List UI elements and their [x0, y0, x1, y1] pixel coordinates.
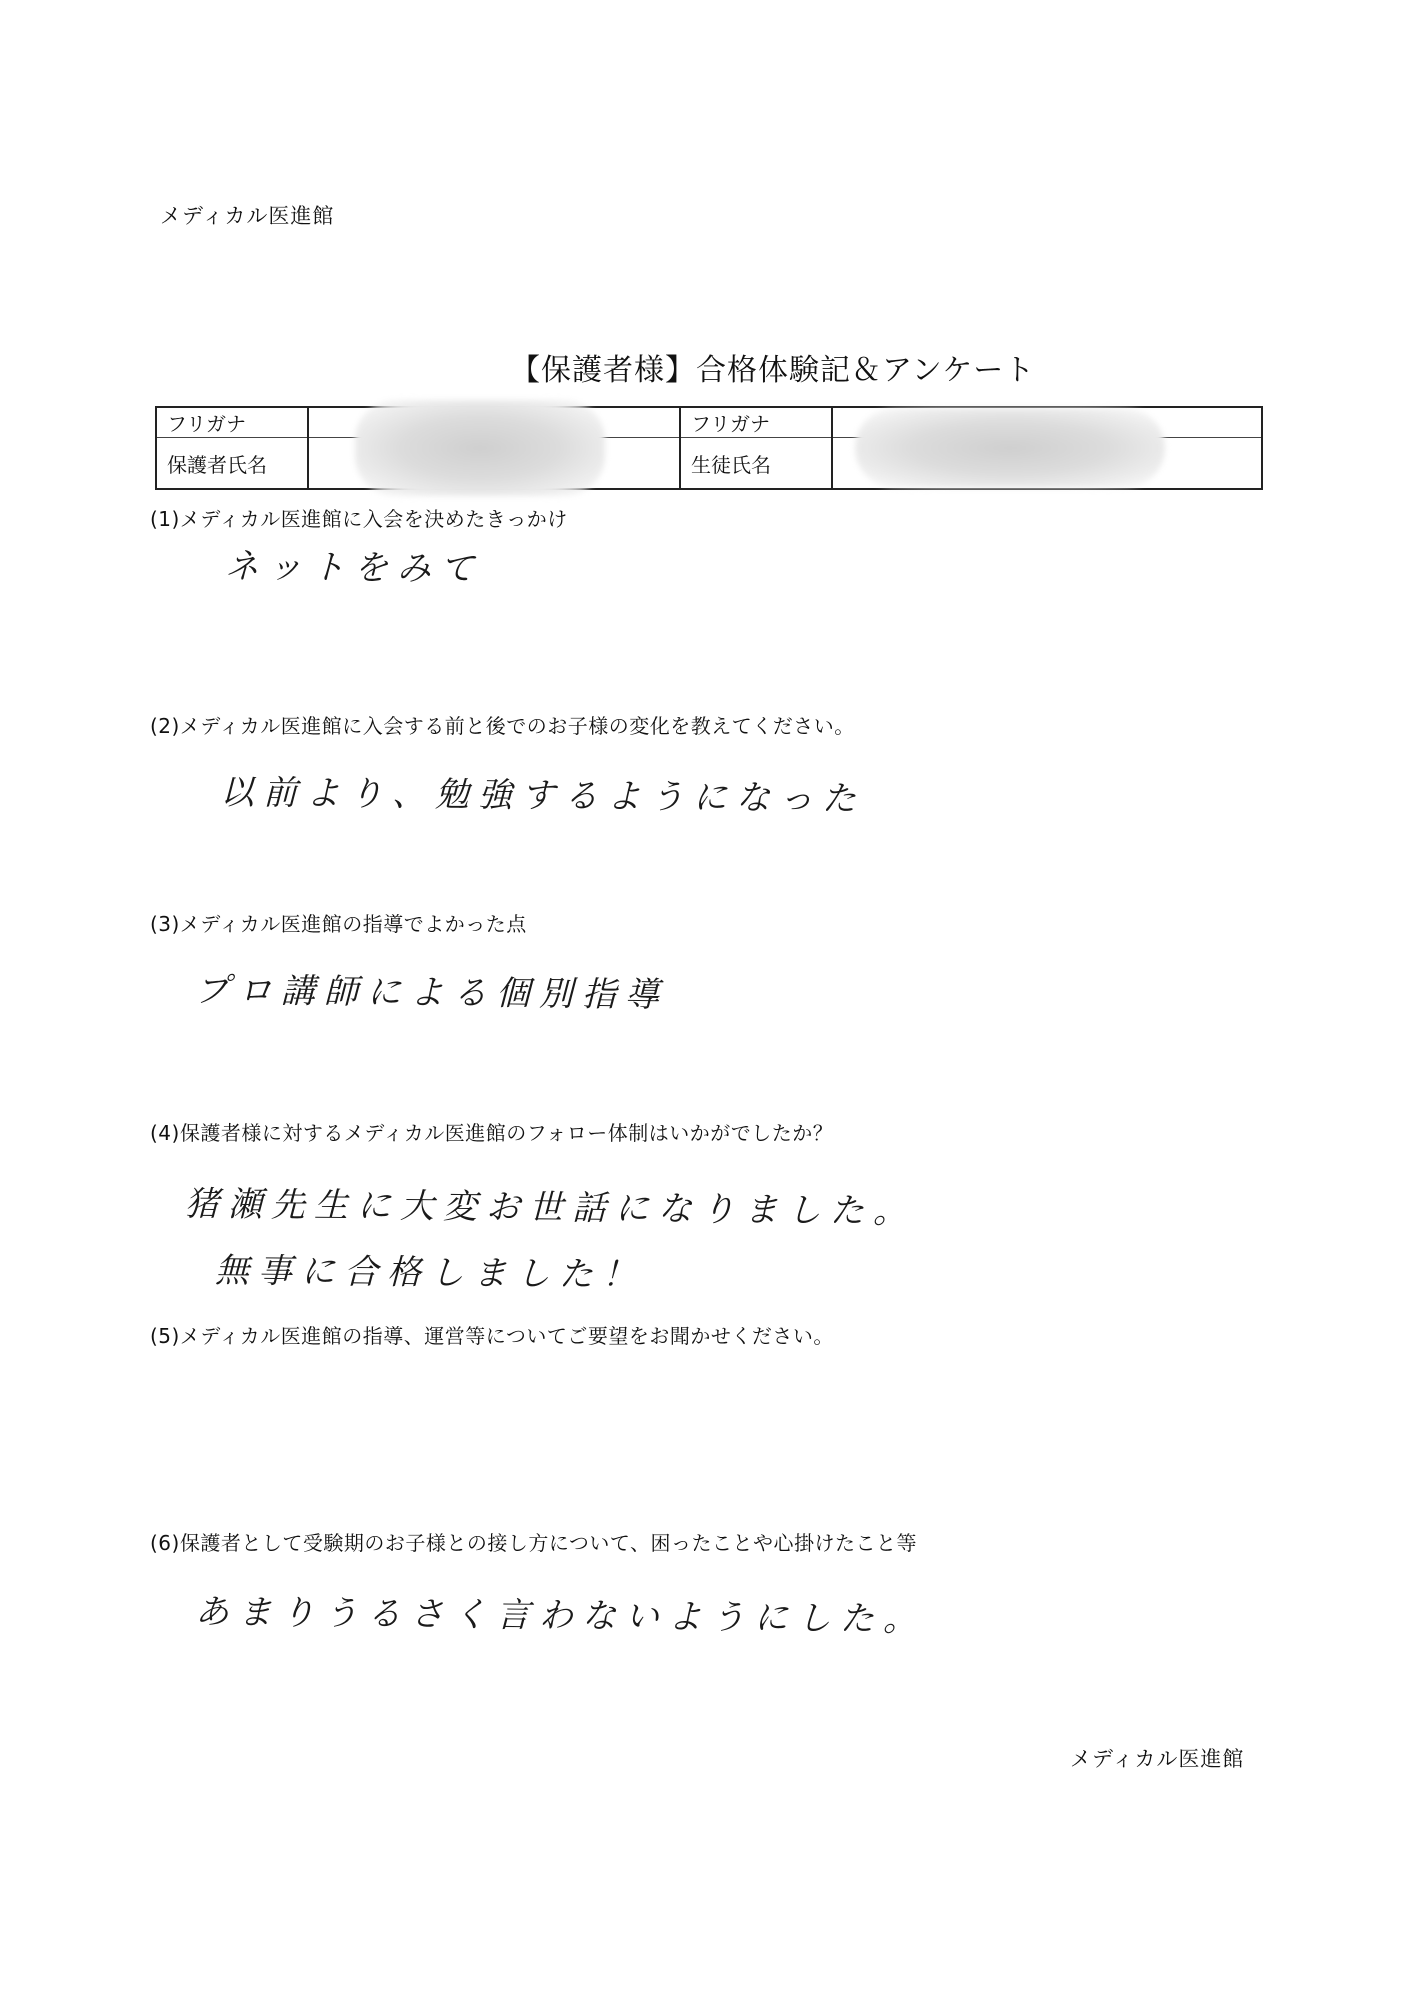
- question-5: (5)メディカル医進館の指導、運営等についてご要望をお聞かせください。: [150, 1324, 834, 1348]
- answer-4-line-1: 猪瀬先生に大変お世話になりました。: [184, 1184, 917, 1232]
- student-name-label: 生徒氏名: [680, 438, 832, 490]
- redacted-parent-name: [355, 400, 605, 496]
- parent-furigana-label: フリガナ: [156, 407, 308, 438]
- answer-4-line-2: 無事に合格しました！: [214, 1250, 646, 1296]
- question-4: (4)保護者様に対するメディカル医進館のフォロー体制はいかがでしたか？: [150, 1121, 834, 1145]
- answer-6-line-1: あまりうるさく言わないようにした。: [194, 1592, 927, 1640]
- question-3: (3)メディカル医進館の指導でよかった点: [150, 912, 527, 936]
- question-2: (2)メディカル医進館に入会する前と後でのお子様の変化を教えてください。: [150, 714, 855, 738]
- question-6: (6)保護者として受験期のお子様との接し方について、困ったことや心掛けたこと等: [150, 1531, 918, 1555]
- student-furigana-label: フリガナ: [680, 407, 832, 438]
- footer-organization-name: メディカル医進館: [1070, 1747, 1245, 1771]
- parent-name-label: 保護者氏名: [156, 438, 308, 490]
- document-title: 【保護者様】合格体験記＆アンケート: [510, 353, 1036, 388]
- redacted-student-name: [855, 408, 1165, 488]
- answer-1-line-1: ネットをみて: [224, 546, 484, 590]
- question-1: (1)メディカル医進館に入会を決めたきっかけ: [150, 507, 568, 531]
- header-organization-name: メディカル医進館: [160, 204, 335, 228]
- answer-2-line-1: 以前より、勉強するようになった: [219, 772, 866, 820]
- answer-3-line-1: プロ講師による個別指導: [194, 970, 669, 1016]
